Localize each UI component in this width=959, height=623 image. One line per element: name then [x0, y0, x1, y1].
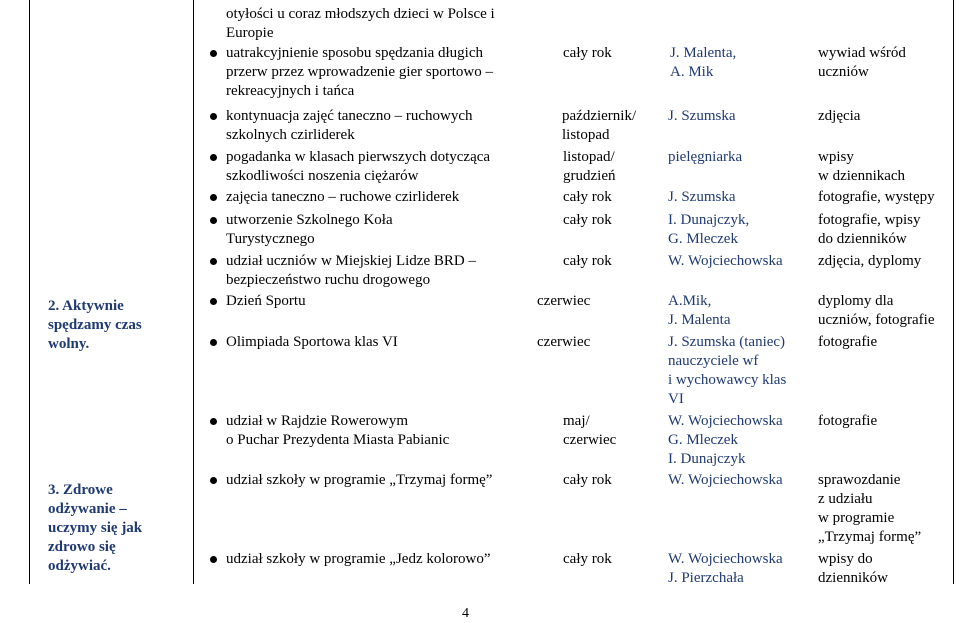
responsible-person: W. Wojciechowska: [668, 413, 783, 429]
table-border-left: [29, 0, 30, 584]
responsible-person: i wychowawcy klas: [668, 372, 787, 388]
evaluation-text: w dziennikach: [818, 168, 906, 184]
evaluation-text: sprawozdanie: [818, 472, 901, 488]
responsible-person: J. Szumska: [668, 108, 736, 124]
evaluation-text: wpisy do: [818, 551, 873, 567]
responsible-person: W. Wojciechowska: [668, 253, 783, 269]
bullet-icon: [210, 556, 217, 563]
evaluation-text: wpisy: [818, 149, 854, 165]
bullet-icon: [210, 50, 217, 57]
responsible-person: W. Wojciechowska: [668, 472, 783, 488]
task-text: bezpieczeństwo ruchu drogowego: [226, 272, 431, 288]
task-text: uatrakcyjnienie sposobu spędzania długich: [226, 45, 484, 61]
evaluation-text: fotografie: [818, 334, 878, 350]
evaluation-text: fotografie: [818, 413, 878, 429]
goal-3-line: zdrowo się: [48, 539, 116, 555]
responsible-person: J. Pierzchała: [668, 570, 744, 586]
responsible-person: J. Malenta,: [670, 45, 737, 61]
goal-2-line: spędzamy czas: [48, 317, 142, 333]
responsible-person: J. Szumska (taniec): [668, 334, 786, 350]
goal-3-line: uczymy się jak: [48, 520, 143, 536]
evaluation-text: do dzienników: [818, 231, 907, 247]
evaluation-text: dzienników: [818, 570, 888, 586]
evaluation-text: w programie: [818, 510, 895, 526]
term-text: grudzień: [563, 168, 616, 184]
responsible-person: W. Wojciechowska: [668, 551, 783, 567]
task-text: Europie: [226, 25, 274, 41]
table-border-right: [953, 0, 954, 584]
task-text: udział szkoły w programie „Jedz kolorowo”: [226, 551, 491, 567]
responsible-person: G. Mleczek: [668, 231, 738, 247]
task-text: szkodliwości noszenia ciężarów: [226, 168, 419, 184]
evaluation-text: wywiad wśród: [818, 45, 906, 61]
task-text: udział w Rajdzie Rowerowym: [226, 413, 409, 429]
task-text: przerw przez wprowadzenie gier sportowo –: [226, 64, 493, 80]
task-text: Olimpiada Sportowa klas VI: [226, 334, 398, 350]
bullet-icon: [210, 418, 217, 425]
evaluation-text: zdjęcia: [818, 108, 861, 124]
evaluation-text: z udziału: [818, 491, 873, 507]
term-text: cały rok: [563, 189, 612, 205]
evaluation-text: fotografie, występy: [818, 189, 935, 205]
term-text: maj/: [563, 413, 590, 429]
evaluation-text: „Trzymaj formę”: [818, 529, 922, 545]
term-text: czerwiec: [537, 334, 591, 350]
bullet-icon: [210, 113, 217, 120]
task-text: kontynuacja zajęć taneczno – ruchowych: [226, 108, 473, 124]
responsible-person: nauczyciele wf: [668, 353, 759, 369]
term-text: cały rok: [563, 253, 612, 269]
responsible-person: VI: [668, 391, 684, 407]
task-text: Turystycznego: [226, 231, 315, 247]
task-text: Dzień Sportu: [226, 293, 306, 309]
evaluation-text: fotografie, wpisy: [818, 212, 921, 228]
task-text: o Puchar Prezydenta Miasta Pabianic: [226, 432, 450, 448]
evaluation-text: dyplomy dla: [818, 293, 894, 309]
term-text: listopad: [562, 127, 610, 143]
term-text: cały rok: [563, 45, 612, 61]
bullet-icon: [210, 217, 217, 224]
term-text: cały rok: [563, 212, 612, 228]
task-text: utworzenie Szkolnego Koła: [226, 212, 393, 228]
task-text: udział szkoły w programie „Trzymaj formę”: [226, 472, 493, 488]
bullet-icon: [210, 194, 217, 201]
term-text: cały rok: [563, 472, 612, 488]
bullet-icon: [210, 339, 217, 346]
evaluation-text: uczniów, fotografie: [818, 312, 935, 328]
bullet-icon: [210, 154, 217, 161]
responsible-person: G. Mleczek: [668, 432, 738, 448]
term-text: listopad/: [563, 149, 615, 165]
goal-2-line: 2. Aktywnie: [48, 298, 124, 314]
task-text: pogadanka w klasach pierwszych dotycząca: [226, 149, 491, 165]
bullet-icon: [210, 258, 217, 265]
task-text: szkolnych czirliderek: [226, 127, 355, 143]
goal-2-line: wolny.: [48, 336, 90, 352]
bullet-icon: [210, 298, 217, 305]
table-divider-goals: [193, 0, 194, 584]
responsible-person: J. Szumska: [668, 189, 736, 205]
responsible-person: A. Mik: [670, 64, 714, 80]
evaluation-text: uczniów: [818, 64, 869, 80]
task-text: zajęcia taneczno – ruchowe czirliderek: [226, 189, 460, 205]
term-text: czerwiec: [563, 432, 617, 448]
task-text: udział uczniów w Miejskiej Lidze BRD –: [226, 253, 476, 269]
responsible-person: pielęgniarka: [668, 149, 743, 165]
responsible-person: J. Malenta: [668, 312, 731, 328]
bullet-icon: [210, 477, 217, 484]
task-text: rekreacyjnych i tańca: [226, 83, 355, 99]
responsible-person: A.Mik,: [668, 293, 712, 309]
term-text: październik/: [562, 108, 637, 124]
page-number: 4: [462, 606, 469, 621]
goal-3-line: 3. Zdrowe: [48, 482, 113, 498]
task-text: otyłości u coraz młodszych dzieci w Polsce i: [226, 6, 495, 22]
evaluation-text: zdjęcia, dyplomy: [818, 253, 922, 269]
term-text: cały rok: [563, 551, 612, 567]
term-text: czerwiec: [537, 293, 591, 309]
responsible-person: I. Dunajczyk,: [668, 212, 750, 228]
goal-3-line: odżywanie –: [48, 501, 127, 517]
responsible-person: I. Dunajczyk: [668, 451, 746, 467]
goal-3-line: odżywiać.: [48, 558, 111, 574]
